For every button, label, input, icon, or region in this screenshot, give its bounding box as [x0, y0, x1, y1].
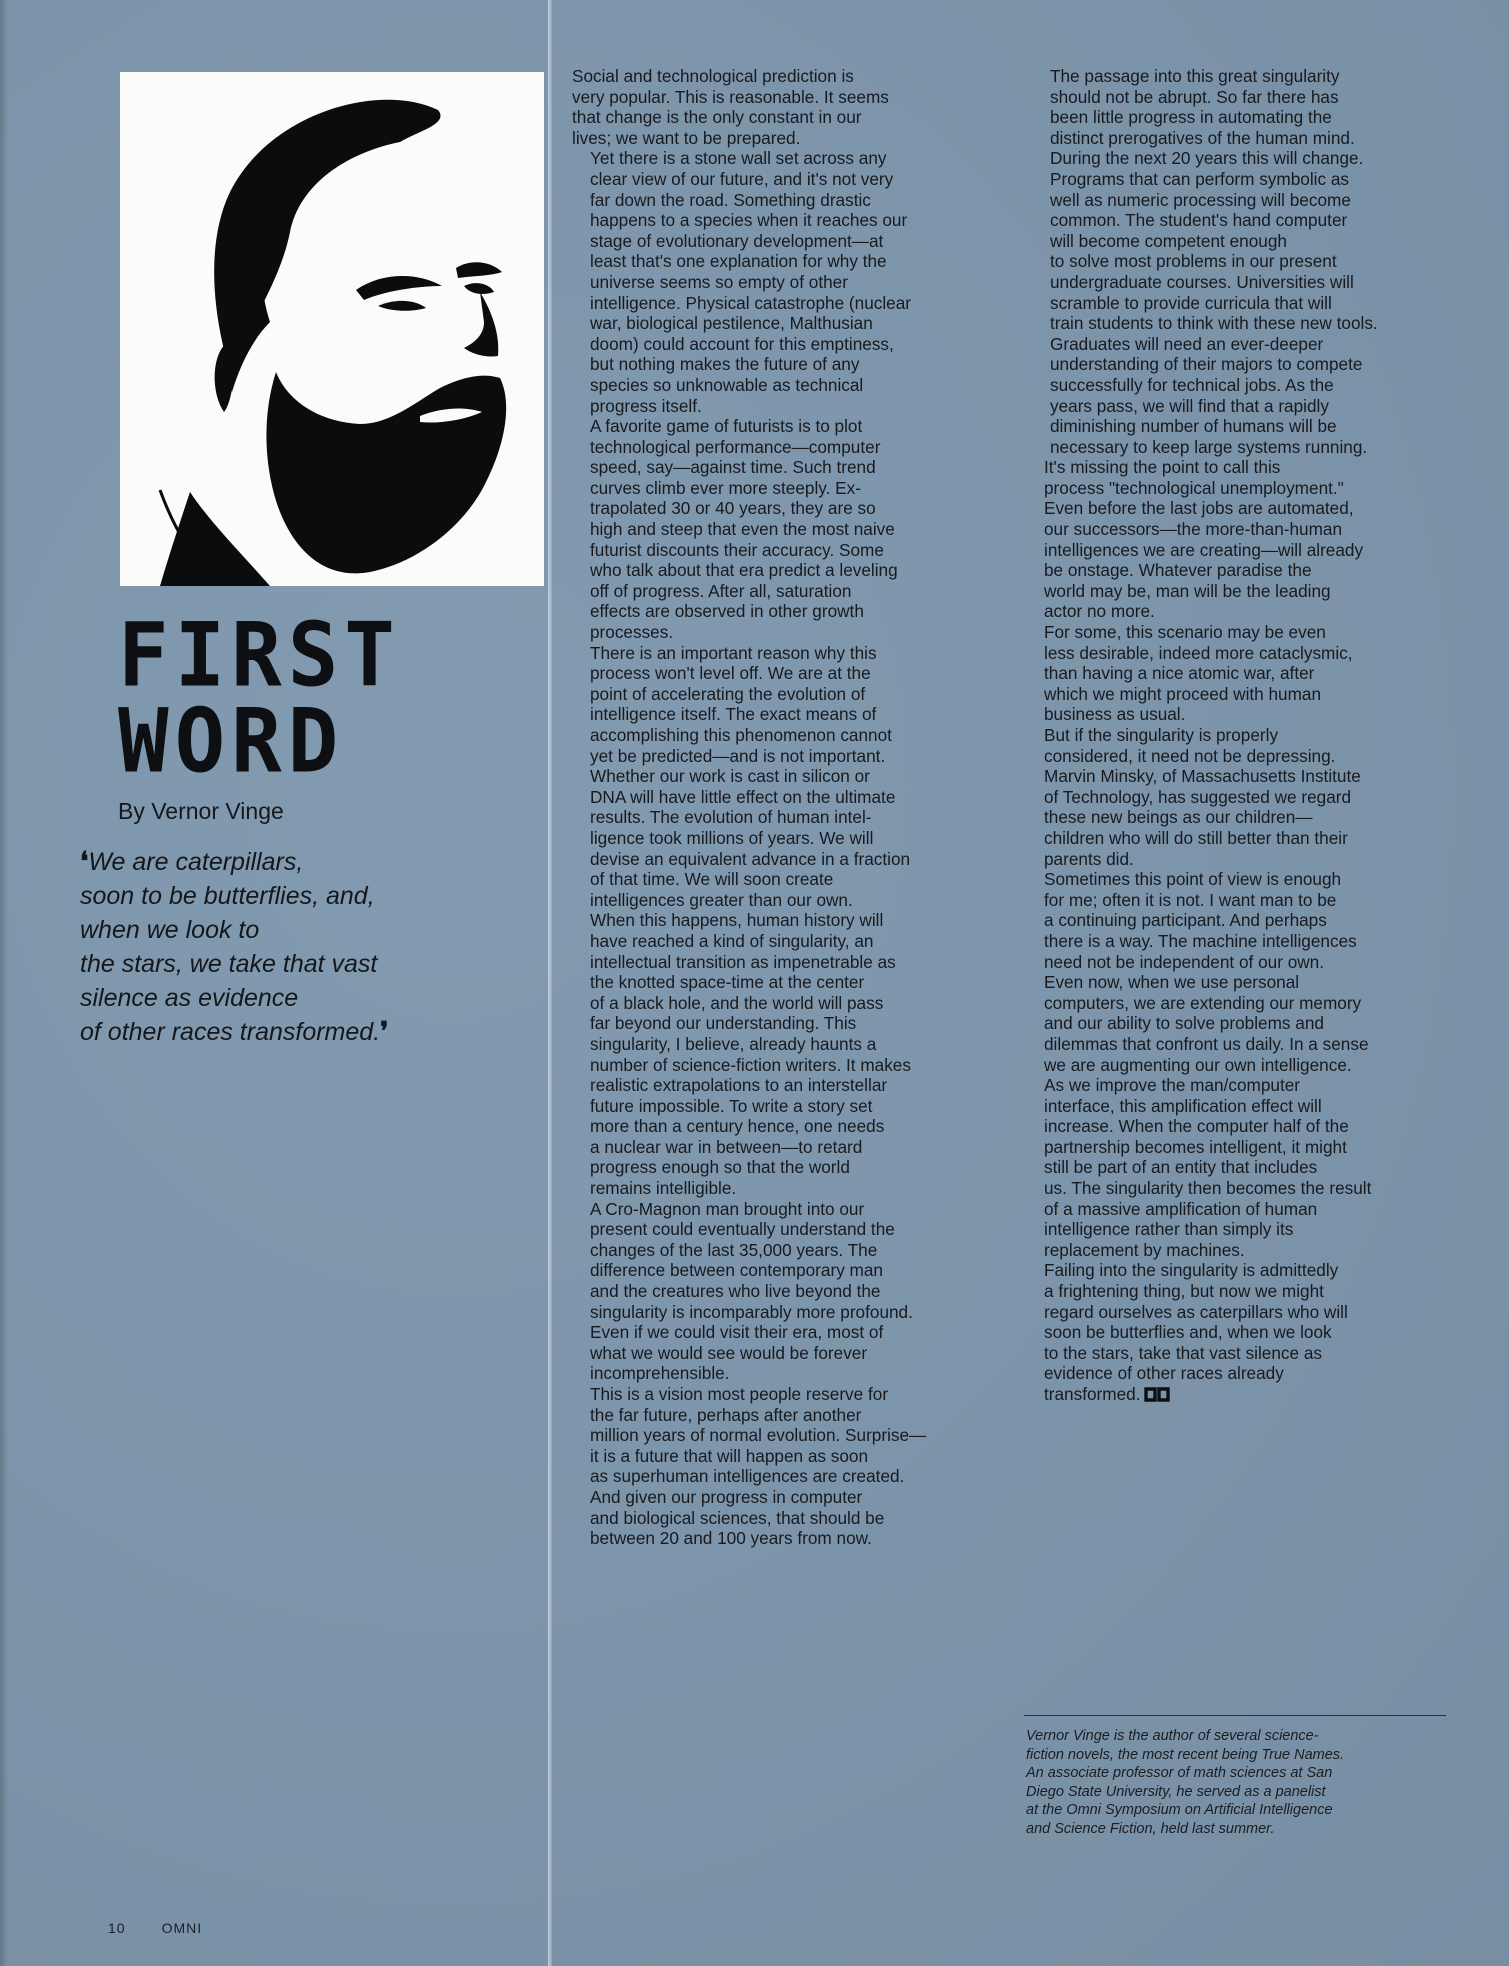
text-line: intelligences greater than our own. [590, 889, 853, 910]
text-line: understanding of their majors to compete [1050, 354, 1363, 375]
text-line: computers, we are extending our memory [1044, 992, 1362, 1013]
text-line: The passage into this great singularity [1050, 66, 1340, 86]
text-line: these new beings as our children— [1044, 807, 1313, 828]
text-line: of Technology, has suggested we regard [1044, 786, 1352, 807]
text-line: high and steep that even the most naive [590, 519, 895, 540]
text-line: When this happens, human history will [590, 910, 884, 931]
text-line: effects are observed in other growth [590, 601, 864, 622]
text-line: trapolated 30 or 40 years, they are so [590, 498, 876, 519]
text-line: necessary to keep large systems running. [1050, 436, 1368, 457]
portrait-illustration [120, 72, 544, 586]
text-line: will become competent enough [1050, 230, 1287, 251]
text-line: clear view of our future, and it's not very [590, 168, 894, 189]
text-line: Graduates will need an ever-deeper [1050, 333, 1324, 354]
text-line: need not be independent of our own. [1044, 951, 1325, 972]
text-line: it is a future that will happen as soon [590, 1445, 869, 1466]
text-line: Failing into the singularity is admittedly [1044, 1260, 1339, 1281]
text-line: years pass, we will find that a rapidly [1050, 395, 1329, 416]
text-line: interface, this amplification effect will [1044, 1095, 1322, 1116]
bio-line: An associate professor of math sciences at San [1026, 1765, 1333, 1781]
text-line: technological performance—computer [590, 436, 881, 457]
text-line: Even before the last jobs are automated, [1044, 498, 1354, 519]
text-line: for me; often it is not. I want man to be [1044, 889, 1337, 910]
text-line: far down the road. Something drastic [590, 189, 871, 210]
paragraph [1026, 1260, 1446, 1404]
text-line: Even if we could visit their era, most of [590, 1322, 884, 1343]
text-line: present could eventually understand the [590, 1219, 895, 1240]
text-line: singularity is incomparably more profound. [590, 1301, 913, 1322]
page-edge-shadow [0, 0, 8, 1966]
text-line: actor no more. [1044, 601, 1155, 622]
text-line: off of progress. After all, saturation [590, 580, 852, 601]
pull-quote-line: ❛We are caterpillars, [80, 847, 304, 877]
pull-quote-line: when we look to [80, 916, 260, 944]
text-line: diminishing number of humans will be [1050, 416, 1337, 437]
text-line: a frightening thing, but now we might [1044, 1281, 1324, 1302]
text-line: partnership becomes intelligent, it might [1044, 1136, 1347, 1157]
text-line: which we might proceed with human [1044, 683, 1322, 704]
text-line: For some, this scenario may be even [1044, 622, 1326, 643]
text-line: to the stars, take that vast silence as [1044, 1342, 1323, 1363]
text-line: million years of normal evolution. Surprise— [590, 1425, 927, 1446]
text-line: stage of evolutionary development—at [590, 230, 884, 251]
text-line: species so unknowable as technical [590, 374, 864, 395]
text-line: ligence took millions of years. We will [590, 827, 874, 848]
section-title-line-2: WORD [118, 689, 345, 793]
text-line: war, biological pestilence, Malthusian [590, 313, 873, 334]
paragraph [1026, 66, 1446, 457]
text-line: results. The evolution of human intel- [590, 807, 872, 828]
text-line: and biological sciences, that should be [590, 1507, 885, 1528]
bio-line: at the Omni Symposium on Artificial Intelligence [1026, 1802, 1333, 1818]
author-bio [1026, 1727, 1446, 1838]
text-line: There is an important reason why this [590, 642, 877, 663]
text-line: devise an equivalent advance in a fraction [590, 848, 911, 869]
text-line: distinct prerogatives of the human mind. [1050, 127, 1355, 148]
body-column-1 [572, 66, 992, 1549]
text-line: singularity, I believe, already haunts a [590, 1033, 877, 1054]
page-number: 10 [108, 1920, 126, 1936]
text-line: progress enough so that the world [590, 1157, 850, 1178]
text-line: been little progress in automating the [1050, 107, 1332, 128]
text-line: well as numeric processing will become [1050, 189, 1351, 210]
text-line: Whether our work is cast in silicon or [590, 766, 870, 787]
text-line: realistic extrapolations to an interstellar [590, 1075, 888, 1096]
text-line: a continuing participant. And perhaps [1044, 910, 1327, 931]
text-line: successfully for technical jobs. As the [1050, 374, 1334, 395]
text-line: business as usual. [1044, 704, 1186, 725]
text-line: speed, say—against time. Such trend [590, 457, 876, 478]
text-line: transformed. [1026, 1384, 1446, 1405]
text-line: But if the singularity is properly [1044, 725, 1279, 745]
text-line: what we would see would be forever [590, 1342, 868, 1363]
text-line: intelligence. Physical catastrophe (nuclear [590, 292, 912, 313]
text-line: This is a vision most people reserve for [590, 1384, 889, 1404]
text-line: yet be predicted—and is not important. [590, 745, 886, 766]
pull-quote-line: the stars, we take that vast [80, 950, 378, 978]
bio-line: Vernor Vinge is the author of several science- [1026, 1728, 1319, 1744]
close-quote-icon: ❜ [380, 1017, 389, 1047]
bio-line: Diego State University, he served as a panelist [1026, 1783, 1326, 1800]
text-line: undergraduate courses. Universities will [1050, 271, 1354, 292]
text-line: far beyond our understanding. This [590, 1013, 857, 1034]
text-line: considered, it need not be depressing. [1044, 745, 1336, 766]
text-line: increase. When the computer half of the [1044, 1116, 1349, 1137]
magazine-name: OMNI [161, 1920, 203, 1936]
text-line: world may be, man will be the leading [1044, 580, 1331, 601]
byline: By Vernor Vinge [118, 798, 284, 824]
body-column-2 [1026, 66, 1446, 1405]
paragraph [572, 1384, 992, 1549]
text-line: And given our progress in computer [590, 1486, 863, 1507]
text-line: process "technological unemployment." [1044, 477, 1344, 498]
text-line: happens to a species when it reaches our [590, 210, 908, 231]
page-fold [548, 0, 552, 1966]
text-line: accomplishing this phenomenon cannot [590, 725, 892, 745]
text-line: regard ourselves as caterpillars who will [1044, 1301, 1348, 1322]
text-line: between 20 and 100 years from now. [590, 1528, 872, 1549]
text-line: should not be abrupt. So far there has [1050, 86, 1339, 107]
text-line: curves climb ever more steeply. Ex- [590, 477, 861, 498]
text-line: futurist discounts their accuracy. Some [590, 539, 884, 560]
text-line: point of accelerating the evolution of [590, 683, 866, 704]
text-line: Marvin Minsky, of Massachusetts Institute [1044, 766, 1361, 787]
text-line: a nuclear war in between—to retard [590, 1136, 863, 1157]
text-line: to solve most problems in our present [1050, 251, 1337, 272]
text-line: we are augmenting our own intelligence. [1044, 1054, 1352, 1075]
text-line: least that's one explanation for why the [590, 251, 887, 272]
text-line: that change is the only constant in our [572, 107, 862, 128]
text-line: difference between contemporary man [590, 1260, 883, 1281]
end-mark-icon [1144, 1387, 1170, 1402]
text-line: Social and technological prediction is [572, 66, 854, 86]
text-line: future impossible. To write a story set [590, 1095, 873, 1116]
text-line: replacement by machines. [1044, 1239, 1245, 1260]
paragraph [1026, 869, 1446, 1260]
pull-quote-line: silence as evidence [80, 984, 299, 1012]
paragraph [572, 910, 992, 1198]
text-line: still be part of an entity that includes [1044, 1157, 1318, 1178]
pull-quote-line: of other races transformed.❜ [80, 1017, 389, 1047]
pull-quote [80, 845, 540, 1049]
paragraph [572, 643, 992, 911]
text-line: parents did. [1044, 848, 1134, 869]
section-title [118, 603, 538, 793]
text-line: A Cro-Magnon man brought into our [590, 1198, 865, 1219]
text-line: remains intelligible. [590, 1178, 737, 1199]
bio-line: and Science Fiction, held last summer. [1026, 1820, 1275, 1837]
text-line: incomprehensible. [590, 1363, 730, 1384]
text-line: As we improve the man/computer [1044, 1075, 1301, 1096]
text-line: who talk about that era predict a leveling [590, 560, 898, 581]
text-line: soon be butterflies and, when we look [1044, 1322, 1332, 1343]
text-line: of that time. We will soon create [590, 869, 834, 890]
text-line: dilemmas that confront us daily. In a sense [1044, 1033, 1369, 1054]
paragraph [1026, 725, 1446, 869]
text-line: common. The student's hand computer [1050, 210, 1348, 231]
text-line: intelligence itself. The exact means of [590, 704, 877, 725]
paragraph [1026, 622, 1446, 725]
text-line: intelligence rather than simply its [1044, 1219, 1294, 1240]
text-line: children who will do still better than their [1044, 827, 1348, 848]
text-line: Programs that can perform symbolic as [1050, 168, 1349, 189]
text-line: universe seems so empty of other [590, 271, 848, 292]
text-line: the far future, perhaps after another [590, 1404, 862, 1425]
text-line: less desirable, indeed more cataclysmic, [1044, 642, 1353, 663]
text-line: there is a way. The machine intelligences [1044, 930, 1357, 951]
text-line: very popular. This is reasonable. It seems [572, 86, 889, 107]
paragraph [572, 66, 992, 148]
text-line: train students to think with these new tools. [1050, 313, 1378, 334]
text-line: processes. [590, 622, 674, 643]
bio-line: fiction novels, the most recent being True Names. [1026, 1746, 1345, 1763]
text-line: the knotted space-time at the center [590, 972, 865, 993]
text-line: intellectual transition as impenetrable as [590, 951, 896, 972]
text-line: number of science-fiction writers. It makes [590, 1054, 911, 1075]
text-line: lives; we want to be prepared. [572, 127, 801, 148]
text-line: evidence of other races already [1044, 1363, 1284, 1384]
text-line: A favorite game of futurists is to plot [590, 416, 863, 437]
section-title-line-1: FIRST [118, 603, 401, 707]
folio [108, 1920, 202, 1936]
text-line: process won't level off. We are at the [590, 663, 871, 684]
text-line: than having a nice atomic war, after [1044, 663, 1315, 684]
text-line: as superhuman intelligences are created. [590, 1466, 905, 1487]
text-line: but nothing makes the future of any [590, 354, 860, 375]
text-line: scramble to provide curricula that will [1050, 292, 1332, 313]
paragraph [572, 416, 992, 643]
text-line: have reached a kind of singularity, an [590, 930, 874, 951]
text-line: doom) could account for this emptiness, [590, 333, 894, 354]
text-line: Sometimes this point of view is enough [1044, 869, 1342, 890]
pull-quote-line: soon to be butterflies, and, [80, 882, 375, 910]
text-line: progress itself. [590, 395, 702, 416]
text-line: Yet there is a stone wall set across any [590, 148, 887, 169]
paragraph [572, 1199, 992, 1384]
text-line: and our ability to solve problems and [1044, 1013, 1324, 1034]
text-line: of a black hole, and the world will pass [590, 992, 884, 1013]
text-line: be onstage. Whatever paradise the [1044, 560, 1312, 581]
text-line: intelligences we are creating—will already [1044, 539, 1364, 560]
open-quote-icon: ❛ [80, 847, 89, 877]
text-line: During the next 20 years this will change. [1050, 148, 1364, 169]
paragraph [1026, 457, 1446, 622]
text-line: of a massive amplification of human [1044, 1198, 1318, 1219]
text-line: us. The singularity then becomes the result [1044, 1178, 1372, 1199]
text-line: and the creatures who live beyond the [590, 1281, 881, 1302]
text-line: It's missing the point to call this [1044, 457, 1281, 478]
text-line: more than a century hence, one needs [590, 1116, 885, 1137]
text-line: DNA will have little effect on the ultimate [590, 786, 896, 807]
text-line: changes of the last 35,000 years. The [590, 1239, 878, 1260]
author-portrait [120, 72, 544, 586]
bio-divider [1024, 1715, 1446, 1716]
text-line: our successors—the more-than-human [1044, 519, 1343, 540]
text-line: Even now, when we use personal [1044, 972, 1300, 993]
paragraph [572, 148, 992, 416]
